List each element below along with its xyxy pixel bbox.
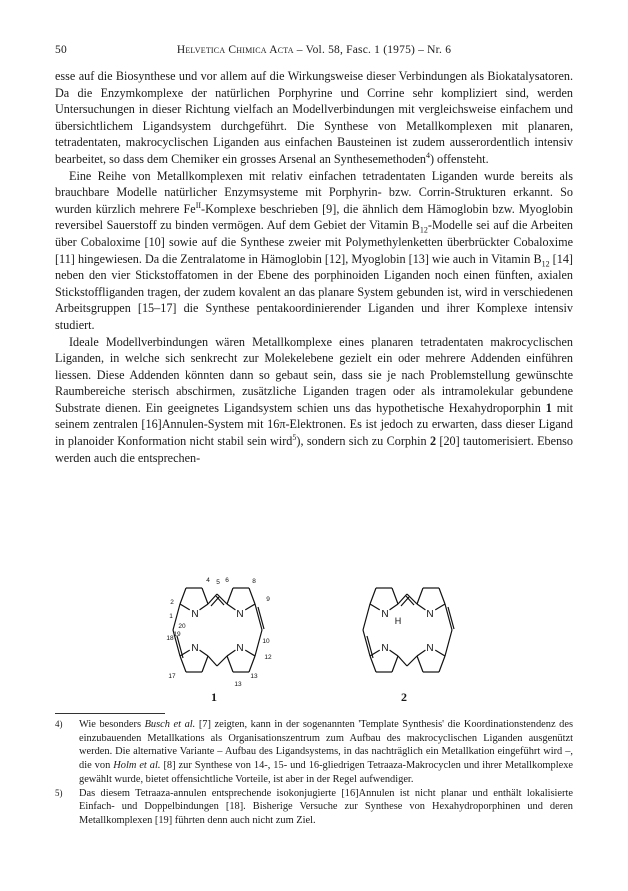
meso-bond <box>208 594 217 604</box>
ring-bond <box>180 656 186 672</box>
ring-bond <box>227 650 235 656</box>
footnote-4-text-a: Wie besonders <box>79 719 145 730</box>
ring-bond <box>435 604 445 610</box>
ring-bond <box>249 588 255 604</box>
ring-bond <box>200 604 208 610</box>
meso-bond <box>398 594 407 604</box>
paragraph-1-end: ) offensteht. <box>429 151 489 166</box>
running-header <box>55 44 573 60</box>
vitamin-subscript: 12 <box>541 258 550 268</box>
structure-figure <box>55 574 573 702</box>
ring-bond <box>392 656 398 672</box>
hydrogen-atom: H <box>394 616 402 626</box>
body-text <box>55 68 573 466</box>
ring-bond <box>439 656 445 672</box>
oxidation-state: II <box>195 200 202 210</box>
footnote-5 <box>55 787 573 828</box>
nitrogen-atom: N <box>191 609 199 620</box>
ring-bond <box>227 656 233 672</box>
meso-bond <box>445 630 452 656</box>
ring-bond <box>249 656 255 672</box>
ring-bond <box>439 588 445 604</box>
footnote-mark-5: 5) <box>55 787 63 798</box>
atom-number-label: 1 <box>169 613 173 620</box>
nitrogen-atom: N <box>426 609 434 620</box>
ring-bond <box>245 604 255 610</box>
atom-number-label: 13 <box>234 681 242 686</box>
vitamin-subscript: 12 <box>419 225 428 235</box>
ring-bond <box>370 656 376 672</box>
ring-bond <box>392 588 398 604</box>
ring-bond <box>370 588 376 604</box>
meso-bond <box>363 604 370 630</box>
ring-bond <box>180 588 186 604</box>
ring-bond <box>227 588 233 604</box>
paragraph-2-text-a: Eine Reihe von Metallkomplexen mit relativ einfachen tetradentaten Liganden wurde bereits als brauchbare Modelle natürlicher Enzymsysteme mit Porphyrin- bzw. Corrin-Strukturen erkannt. So wurden kürzlich mehrere Fe <box>55 168 573 216</box>
compound-label-2: 2 <box>401 690 407 704</box>
footnote-4-text-c: [8] zur Synthese von 14-, 15- und 16-gliedrigen Tetraaza-Makrocyclen und ihrer Metallkomplexe gewählt wurde, bietet offensichtliche Vorteile, ist aber in der Regel aufwendiger. <box>79 760 573 785</box>
atom-number-label: 10 <box>262 638 270 645</box>
ring-bond <box>435 650 445 656</box>
atom-number-label: 20 <box>178 623 186 630</box>
ring-bond <box>202 656 208 672</box>
ring-bond <box>417 656 423 672</box>
page-number: 50 <box>55 44 67 56</box>
footnote-4 <box>55 718 573 787</box>
paragraph-2-text-c: -Modelle sei auf die Arbeiten über Cobaloxime [10] sowie auf die Synthese zweier mit Polymethylenketten überbrückter Cobaloxime [11] hingewiesen. Da die Zentralatome in Hämoglobin [12], Myoglobin [13] wie auch in Vitamin B <box>55 218 573 266</box>
atom-number-label: 18 <box>166 635 174 642</box>
paragraph-3-text-b: mit seinem zentralen [16]Annulen-System mit 16π-Elektronen. Es ist jedoch zu erwarten, dass dieser Ligand in planoider Konformation nicht stabil sein wird <box>55 400 573 449</box>
nitrogen-atom: N <box>191 643 199 654</box>
paragraph-3-text-d: [20] tautomerisiert. Ebenso werden auch die entsprechen- <box>55 434 573 465</box>
footnote-ref-4[interactable]: 4 <box>425 150 430 160</box>
ring-bond <box>202 588 208 604</box>
nitrogen-atom: N <box>381 609 389 620</box>
atom-number-label: 9 <box>266 596 270 603</box>
ring-bond <box>180 604 190 610</box>
compound-label-1: 1 <box>211 690 217 704</box>
footnote-ref-5[interactable]: 5 <box>292 433 297 442</box>
footnotes <box>55 718 573 828</box>
journal-name: Helvetica Chimica Acta <box>176 44 294 56</box>
paragraph-1 <box>55 68 573 168</box>
ring-bond <box>200 650 208 656</box>
ring-bond <box>245 650 255 656</box>
nitrogen-atom: N <box>381 643 389 654</box>
nitrogen-atom: N <box>236 643 244 654</box>
ring-bond <box>227 604 235 610</box>
ring-bond <box>390 650 398 656</box>
compound-ref-2: 2 <box>429 434 437 449</box>
atom-number-label: 6 <box>225 577 229 584</box>
paragraph-1-text: esse auf die Biosynthese und vor allem auf die Wirkungsweise dieser Verbindungen als Biokatalysatoren. Da die Enzymkomplexe der natürlichen Porphyrine und Corrine sehr kompliziert sind, werden Untersuchungen in dieser Richtung vielfach an Modellverbindungen mit vergleichsweise einfachem und übersichtlichem Ligandsystem durchgeführt. Die Synthese von Metallkomplexen mit planaren, tetradentaten, makrocyclischen Liganden aus einfachen Bausteinen ist zudem ausserordentlich intensiv bearbeitet, so dass dem Chemiker ein grosses Arsenal an Synthesemethoden <box>55 69 573 166</box>
paragraph-2 <box>55 168 573 334</box>
ring-bond <box>417 588 423 604</box>
ring-bond <box>370 604 380 610</box>
paragraph-3 <box>55 334 573 467</box>
footnote-4-text-b: [7] zeigten, kann in der sogenannten 'Template Synthesis' die Koordinationstendenz des einzubauenden Metallkations als Organisationszentrum zum Aufbau des makrocyclischen Liganden ausgenützt werden. Die alternative Variante – Aufbau des Ligandsystems, in das nachträglich ein Metallkation eingeführt wird –, die von <box>79 719 573 772</box>
atom-number-label: 13 <box>250 673 258 680</box>
footnote-4-author: Busch et al. <box>144 719 196 730</box>
paragraph-3-text-a: Ideale Modellverbindungen wären Metallkomplexe eines planaren tetradentaten makrocyclischen Liganden, in welche sich senkrecht zur Molekelebene gezielt ein oder mehrere Addenden einführen liessen. Diese Addenden könnten dann so gebaut sein, dass sie je nach Problemstellung gewünschte Raumbereiche sterisch abschirmen, zusätzliche Liganden tragen oder als intramolekular gebundene Substrate dienen. Ein geeignetes Ligandsystem schien uns das hypothetische Hexahydroporphin <box>55 334 573 415</box>
meso-bond <box>407 656 417 666</box>
structure-1 <box>150 574 285 686</box>
ring-bond <box>417 604 425 610</box>
paragraph-2-text-b: -Komplexe beschrieben [9], die ähnlich dem Hämoglobin bzw. Myoglobin reversibel Sauerstoff zu binden vermögen. Auf dem Gebiet der Vitamin B <box>55 201 573 233</box>
structure-2 <box>340 574 475 686</box>
nitrogen-atom: N <box>426 643 434 654</box>
paragraph-2-text-d: [14] neben den vier Stickstoffatomen in der Ebene des porphinoiden Liganden noch einen fünften, axialen Stickstoffliganden tragen, der zudem kovalent an das planare System gebunden ist, wird in verschiedenen Arbeitsgruppen [15–17] die Synthese pentakoordinierender Liganden und ihrer Komplexe intensiv studiert. <box>55 251 573 332</box>
journal-volume: – Vol. 58, Fasc. 1 (1975) – Nr. 6 <box>293 44 452 56</box>
journal-citation <box>55 44 573 56</box>
footnote-rule <box>55 713 165 714</box>
atom-number-label: 4 <box>206 577 210 584</box>
atom-number-label: 5 <box>216 579 220 586</box>
ring-bond <box>417 650 425 656</box>
meso-bond <box>255 630 262 656</box>
meso-bond <box>398 656 407 666</box>
ring-bond <box>390 604 398 610</box>
atom-number-label: 2 <box>170 599 174 606</box>
atom-number-label: 17 <box>168 673 176 680</box>
meso-bond <box>208 656 217 666</box>
nitrogen-atom: N <box>236 609 244 620</box>
footnote-5-text: Das diesem Tetraaza-annulen entsprechende isokonjugierte [16]Annulen ist nicht planar und enthält lokalisierte Einfach- und Doppelbindungen [18]. Bisherige Versuche zur Synthese von Hexahydroporphinen und deren Metallkomplexen [19] führten denn auch nicht zum Ziel. <box>79 787 573 826</box>
footnote-mark-4: 4) <box>55 719 63 729</box>
meso-bond <box>217 656 227 666</box>
atom-number-label: 19 <box>173 631 181 638</box>
paragraph-3-text-c: ), sondern sich zu Corphin <box>296 434 430 449</box>
atom-number-label: 12 <box>264 654 272 661</box>
footnote-4-author-2: Holm et al. <box>113 760 161 772</box>
compound-ref-1: 1 <box>545 400 552 415</box>
atom-number-label: 8 <box>252 578 256 585</box>
